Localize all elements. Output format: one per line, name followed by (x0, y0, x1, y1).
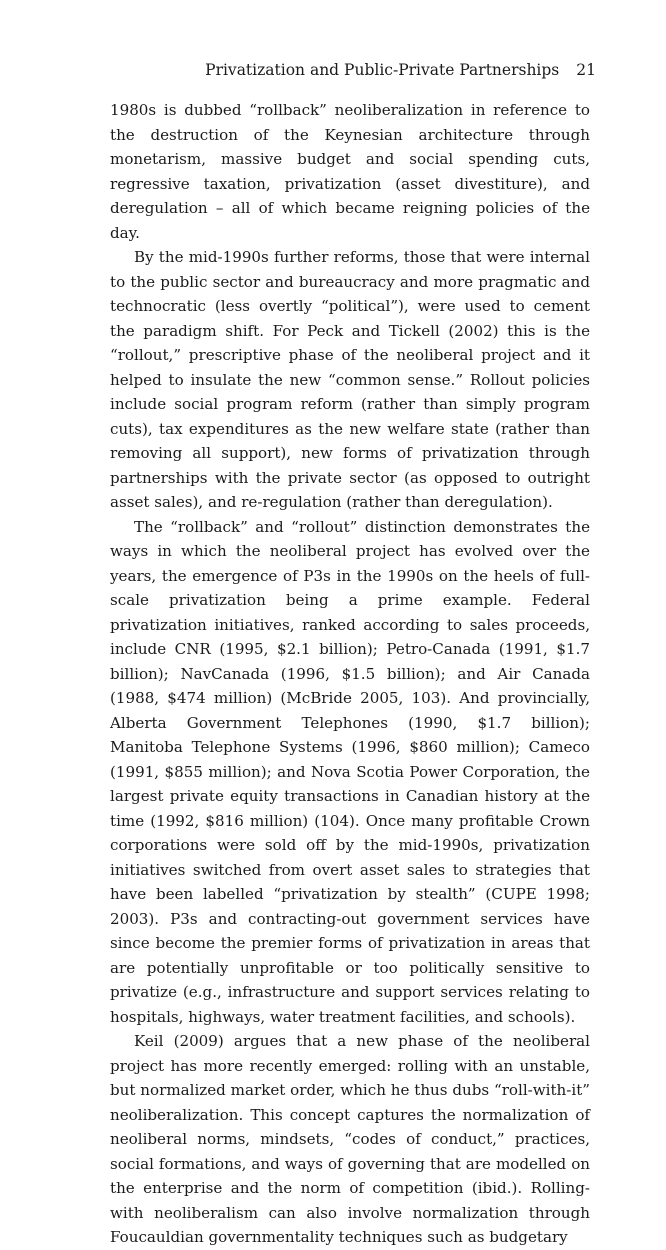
body-text (110, 98, 590, 1250)
running-head-title: Privatization and Public-Private Partnerships (205, 61, 560, 79)
page-number: 21 (576, 61, 596, 79)
paragraph-rollout: By the mid-1990s further reforms, those that were internal to the public sector and bureaucracy and more pragmatic and technocratic (less overtly “political”), were used to cement the paradigm shift. For Peck and Tickell (2002) this is the “rollout,” prescriptive phase of the neoliberal project and it helped to insulate the new “common sense.” Rollout policies include social program reform (rather than simply program cuts), tax expenditures as the new welfare state (rather than removing all support), new forms of privatization through partnerships with the private sector (as opposed to outright asset sales), and re-regulation (rather than deregulation). (110, 248, 590, 511)
paragraph-roll-with-it: Keil (2009) argues that a new phase of the neoliberal project has more recently emerged: rolling with an unstable, but normalized market order, which he thus dubs “roll-with-it” neoliberalization. This concept captures the normalization of neoliberal norms, mindsets, “codes of conduct,” practices, social formations, and ways of governing that are modelled on the enterprise and the norm of competition (ibid.). Rolling-with neoliberalism can also involve normalization through Foucauldian governmentality techniques such as budgetary (110, 1032, 590, 1246)
paragraph-continued: 1980s is dubbed “rollback” neoliberalization in reference to the destruction of the Keynesian architecture through monetarism, massive budget and social spending cuts, regressive taxation, privatization (asset divestiture), and deregulation – all of which became reigning policies of the day. (110, 101, 590, 242)
running-head (205, 60, 596, 80)
paragraph-rollback-rollout-distinction: The “rollback” and “rollout” distinction demonstrates the ways in which the neoliberal project has evolved over the years, the emergence of P3s in the 1990s on the heels of full-scale privatization being a prime example. Federal privatization initiatives, ranked according to sales proceeds, include CNR (1995, $2.1 billion); Petro-Canada (1991, $1.7 billion); NavCanada (1996, $1.5 billion); and Air Canada (1988, $474 million) (McBride 2005, 103). And provincially, Alberta Government Telephones (1990, $1.7 billion); Manitoba Telephone Systems (1996, $860 million); Cameco (1991, $855 million); and Nova Scotia Power Corporation, the largest private equity transactions in Canadian history at the time (1992, $816 million) (104). Once many profitable Crown corporations were sold off by the mid-1990s, privatization initiatives switched from overt asset sales to strategies that have been labelled “privatization by stealth” (CUPE 1998; 2003). P3s and contracting-out government services have since become the premier forms of privatization in areas that are potentially unprofitable or too politically sensitive to privatize (e.g., infrastructure and support services relating to hospitals, highways, water treatment facilities, and schools). (110, 517, 590, 1026)
